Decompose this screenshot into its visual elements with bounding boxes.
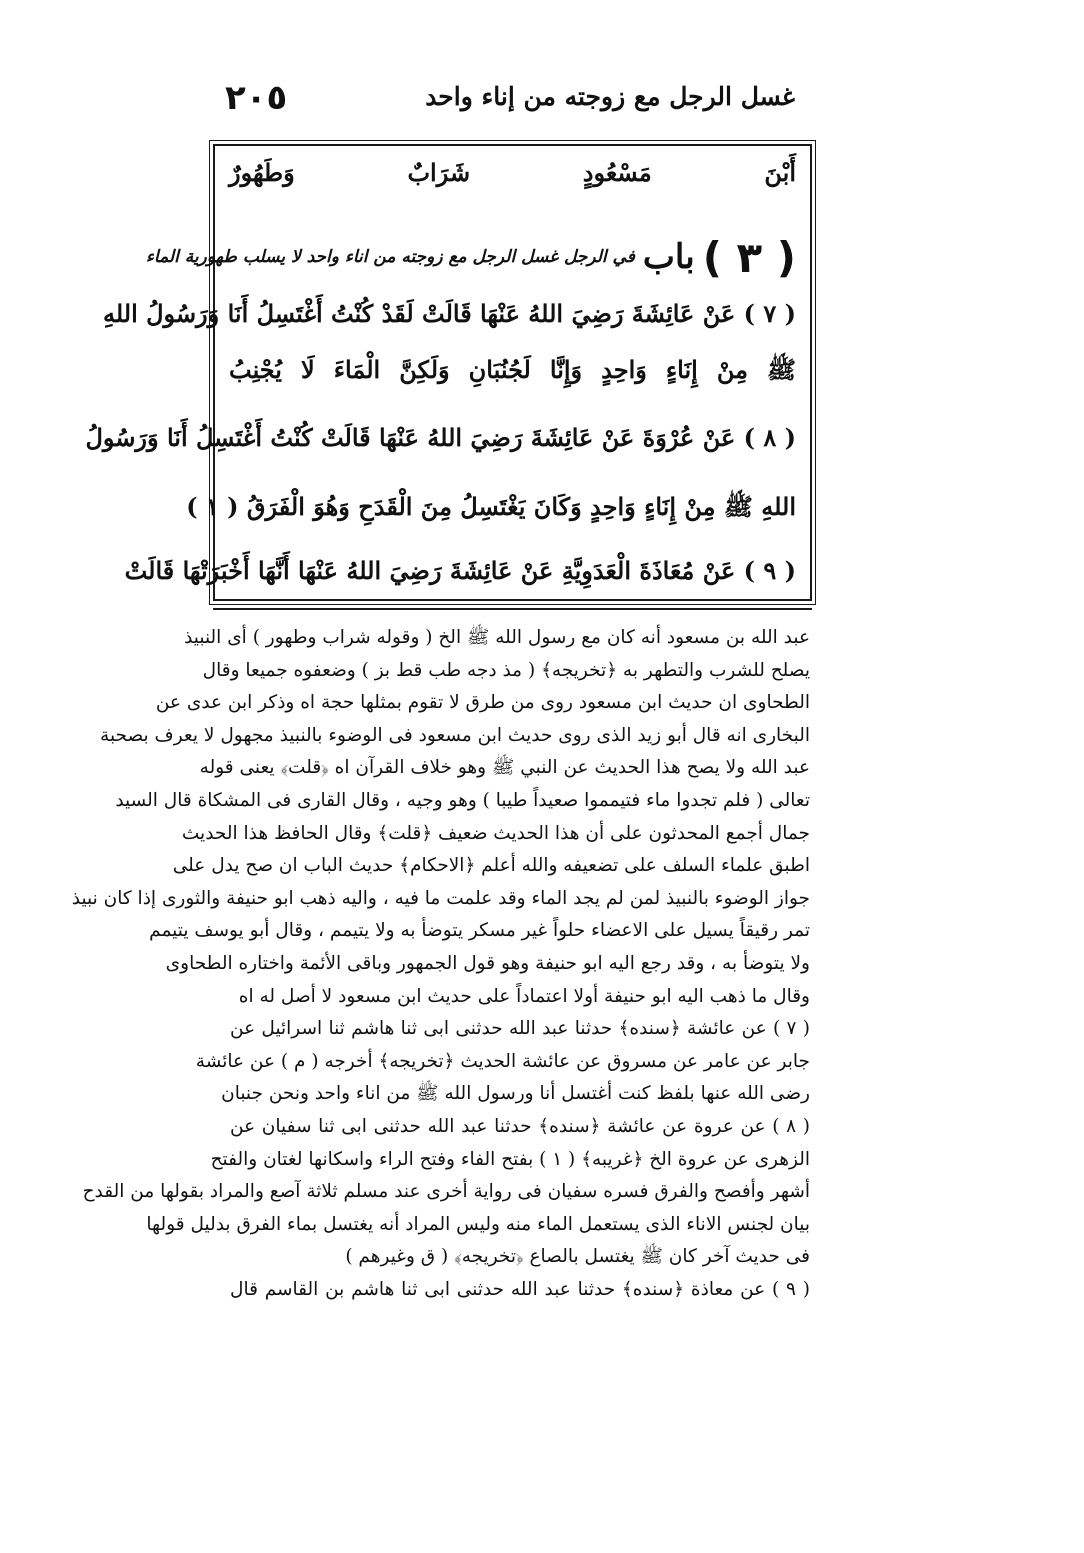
section-divider <box>213 608 812 610</box>
hadith-text-line: أَبْنَ مَسْعُودٍ شَرَابٌ وَطَهُورٌ <box>229 158 796 187</box>
commentary-line: تعالى ( فلم تجدوا ماء فتيمموا صعيداً طيبا ) وهو وجيه ، وقال القارى فى المشكاة قال السيد <box>115 789 810 811</box>
commentary-line: الطحاوى ان حديث ابن مسعود روى من طرق لا تقوم بمثلها حجة اه وذكر ابن عدى عن <box>155 692 810 714</box>
commentary-line: تمر رقيقاً يسيل على الاعضاء حلواً غير مسكر يتوضأ به ولا يتيمم ، وقال أبو يوسف يتيمم <box>149 920 810 942</box>
hadith-text-line: ( ٨ ) عَنْ عُرْوَةَ عَنْ عَائِشَةَ رَضِيَ اللهُ عَنْهَا قَالَتْ كُنْتُ أَغْتَسِلُ أَنَا وَرَسُولُ <box>85 423 796 452</box>
commentary-line: ( ٩ ) عن معاذة ﴿سنده﴾ حدثنا عبد الله حدثنى ابى ثنا هاشم بن القاسم قال <box>230 1278 810 1300</box>
commentary-line: ولا يتوضأ به ، وقد رجع اليه ابو حنيفة وهو قول الجمهور وباقى الأئمة واختاره الطحاوى <box>165 952 810 974</box>
commentary-line: فى حديث آخر كان ﷺ يغتسل بالصاع ﴿تخريجه﴾ ( ق وغيرهم ) <box>345 1246 810 1268</box>
commentary-line: الزهرى عن عروة الخ ﴿غريبه﴾ ( ١ ) بفتح الفاء وفتح الراء واسكانها لغتان والفتح <box>210 1148 810 1170</box>
commentary-block <box>71 622 810 1306</box>
commentary-line: جواز الوضوء بالنبيذ لمن لم يجد الماء وقد علمت ما فيه ، واليه ذهب ابو حنيفة والثورى إذا كان نبيذ <box>71 887 810 909</box>
hadith-text-line: اللهِ ﷺ مِنْ إِنَاءٍ وَاحِدٍ وَكَانَ يَغْتَسِلُ مِنَ الْقَدَحِ وَهُوَ الْفَرَقُ ( ١ ) <box>186 492 796 521</box>
commentary-line: وقال ما ذهب اليه ابو حنيفة أولا اعتماداً على حديث ابن مسعود لا أصل له اه <box>238 985 810 1007</box>
commentary-line: جمال أجمع المحدثون على أن هذا الحديث ضعيف ﴿قلت﴾ وقال الحافظ هذا الحديث <box>181 822 810 844</box>
commentary-line: عبد الله بن مسعود أنه كان مع رسول الله ﷺ الخ ( وقوله شراب وطهور ) أى النبيذ <box>184 627 810 648</box>
page-number: ٢٠٥ <box>225 78 288 118</box>
running-header <box>225 78 795 124</box>
commentary-line: عبد الله ولا يصح هذا الحديث عن النبي ﷺ وهو خلاف القرآن اه ﴿قلت﴾ يعنى قوله <box>199 757 810 779</box>
hadith-text-line: ( ٧ ) عَنْ عَائِشَةَ رَضِيَ اللهُ عَنْهَا قَالَتْ لَقَدْ كُنْتُ أَغْتَسِلُ أَنَا وَرَسُولُ اللهِ <box>102 299 796 328</box>
commentary-line: البخارى انه قال أبو زيد الذى روى حديث ابن مسعود فى الوضوء بالنبيذ مجهول لا يعرف بصحبة <box>100 724 810 746</box>
commentary-line: ( ٧ ) عن عائشة ﴿سنده﴾ حدثنا عبد الله حدثنى ابى ثنا هاشم ثنا اسرائيل عن <box>230 1018 810 1040</box>
commentary-line: يصلح للشرب والتطهر به ﴿تخريجه﴾ ( مذ دجه طب قط بز ) وضعفوه جميعا وقال <box>202 659 810 681</box>
chapter-number: ( ٣ ) <box>702 232 796 282</box>
page-header-title: غسل الرجل مع زوجته من إناء واحد <box>425 82 795 111</box>
chapter-title: في الرجل غسل الرجل مع زوجته من اناء واحد لا يسلب طهورية الماء <box>145 247 635 267</box>
hadith-text-line: ﷺ مِنْ إِنَاءٍ وَاحِدٍ وَإِنَّا لَجُنُبَانِ وَلَكِنَّ الْمَاءَ لَا يُجْنِبُ <box>229 355 796 384</box>
commentary-line: بيان لجنس الاناء الذى يستعمل الماء منه وليس المراد أنه يغتسل بماء الفرق بدليل قولها <box>146 1213 810 1235</box>
commentary-line: اطبق علماء السلف على تضعيفه والله أعلم ﴿الاحكام﴾ حديث الباب ان صح يدل على <box>172 855 810 877</box>
commentary-line: جابر عن عامر عن مسروق عن عائشة الحديث ﴿تخريجه﴾ أخرجه ( م ) عن عائشة <box>195 1050 810 1072</box>
hadith-text-line: ( ٩ ) عَنْ مُعَاذَةَ الْعَدَوِيَّةِ عَنْ عَائِشَةَ رَضِيَ اللهُ عَنْهَا أَنَّهَا أَخْبَرَتْهَا قَالَتْ <box>124 556 796 585</box>
commentary-line: رضى الله عنها بلفظ كنت أغتسل أنا ورسول الله ﷺ من اناء واحد ونحن جنبان <box>221 1083 810 1105</box>
commentary-line: أشهر وأفصح والفرق فسره سفيان فى رواية أخرى عند مسلم ثلاثة آصع والمراد بقولها من القدح <box>82 1181 810 1203</box>
hadith-text-frame <box>85 144 812 601</box>
chapter-heading <box>145 232 796 282</box>
chapter-word: باب <box>642 237 695 277</box>
commentary-line: ( ٨ ) عن عروة عن عائشة ﴿سنده﴾ حدثنا عبد الله حدثنى ابى ثنا سفيان عن <box>230 1115 810 1137</box>
